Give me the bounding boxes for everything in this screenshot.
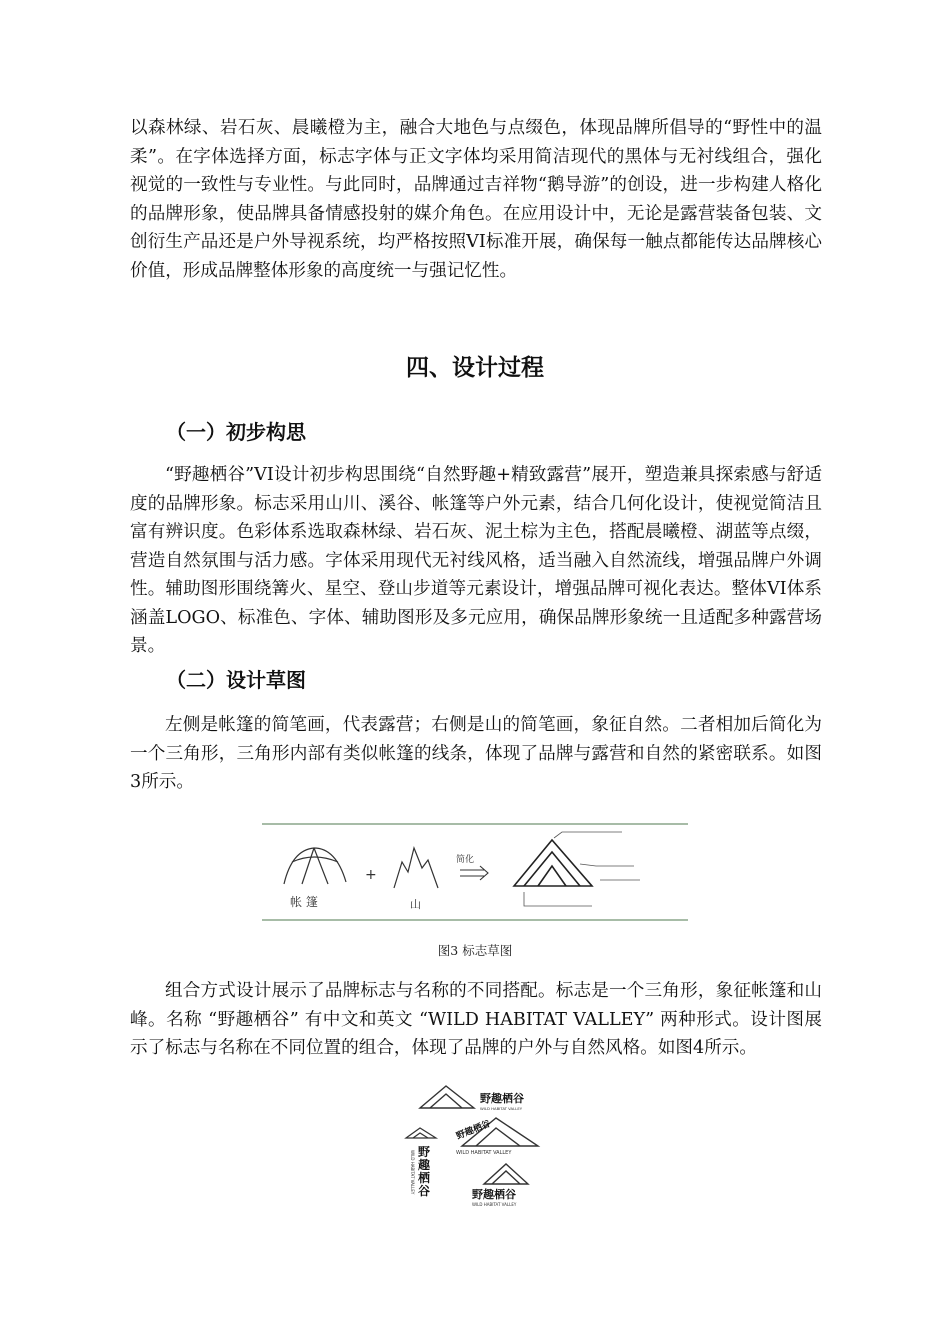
- logo-combo-vertical: [406, 1128, 436, 1138]
- brand-name-cn-1: 野趣栖谷: [480, 1092, 524, 1105]
- figure3-caption: 图3 标志草图: [437, 943, 513, 958]
- paragraph-brand-identity: 以森林绿、岩石灰、晨曦橙为主，融合大地色与点缀色，体现品牌所倡导的“野性中的温柔”。在字体选择方面，标志字体与正文字体均采用简洁现代的黑体与无衬线组合，强化视觉的一致性与专业性。与此同时，品牌通过吉祥物“鹅导游”的创设，进一步构建人格化的品牌形象，使品牌具备情感投射的媒介角色。在应用设计中，无论是露营装备包装、文创衍生产品还是户外导视系统，均严格按照VI标准开展，确保每一触点都能传达品牌核心价值，形成品牌整体形象的高度统一与强记忆性。: [130, 118, 822, 281]
- arrow-note: 简化: [456, 855, 475, 865]
- logo-combo-horizontal: [420, 1086, 474, 1108]
- brand-name-cn-2: 野趣栖谷: [455, 1119, 493, 1142]
- paragraph-design-sketch: 左侧是帐篷的简笔画，代表露营；右侧是山的简笔画，象征自然。二者相加后简化为一个三角形，三角形内部有类似帐篷的线条，体现了品牌与露营和自然的紧密联系。如图3所示。: [130, 715, 822, 792]
- section-heading-design-process: 四、设计过程: [406, 355, 544, 381]
- paragraph-combination-design: 组合方式设计展示了品牌标志与名称的不同搭配。标志是一个三角形，象征帐篷和山峰。名称 “野趣栖谷” 有中文和英文 “WILD HABITAT VALLEY” 两种形式。设计图展示了标志与名称在不同位置的组合，体现了品牌的户外与自然风格。如图4所示。: [130, 981, 822, 1058]
- brand-name-cn-vertical: 野趣栖谷: [418, 1145, 431, 1198]
- subheading-design-sketch: （二）设计草图: [166, 668, 306, 692]
- paragraph-initial-concept: “野趣栖谷”VI设计初步构思围绕“自然野趣+精致露营”展开，塑造兼具探索感与舒适度的品牌形象。标志采用山川、溪谷、帐篷等户外元素，结合几何化设计，使视觉简洁且富有辨识度。色彩体系选取森林绿、岩石灰、泥土棕为主色，搭配晨曦橙、湖蓝等点缀，营造自然氛围与活力感。字体采用现代无衬线风格，适当融入自然流线，增强品牌户外调性。辅助图形围绕篝火、星空、登山步道等元素设计，增强品牌可视化表达。整体VI体系涵盖LOGO、标准色、字体、辅助图形及多元应用，确保品牌形象统一且适配多种露营场景。: [130, 465, 822, 656]
- triangle-logo-sketch-icon: [514, 840, 592, 886]
- brand-name-en-3: WILD HABITAT VALLEY: [472, 1202, 517, 1207]
- subheading-initial-concept: （一）初步构思: [166, 420, 306, 444]
- arrow-icon: [460, 866, 488, 880]
- brand-name-cn-3: 野趣栖谷: [472, 1188, 516, 1201]
- brand-name-en-2: WILD HABITAT VALLEY: [456, 1150, 512, 1156]
- tent-sketch-icon: [284, 848, 346, 884]
- figure-logo-sketch: [262, 822, 688, 922]
- mountain-label: 山: [410, 898, 421, 911]
- mountain-sketch-icon: [394, 848, 438, 888]
- plus-sign: +: [365, 867, 377, 883]
- tent-label: 帐 篷: [290, 895, 318, 909]
- sketch-annotation-lines: [524, 832, 640, 906]
- logo-combo-bottom: [484, 1164, 528, 1184]
- brand-name-en-1: WILD HABITAT VALLEY: [480, 1106, 523, 1111]
- brand-name-en-vertical: WILD HABITAT VALLEY: [410, 1150, 415, 1195]
- figure-logo-combinations: [400, 1080, 560, 1210]
